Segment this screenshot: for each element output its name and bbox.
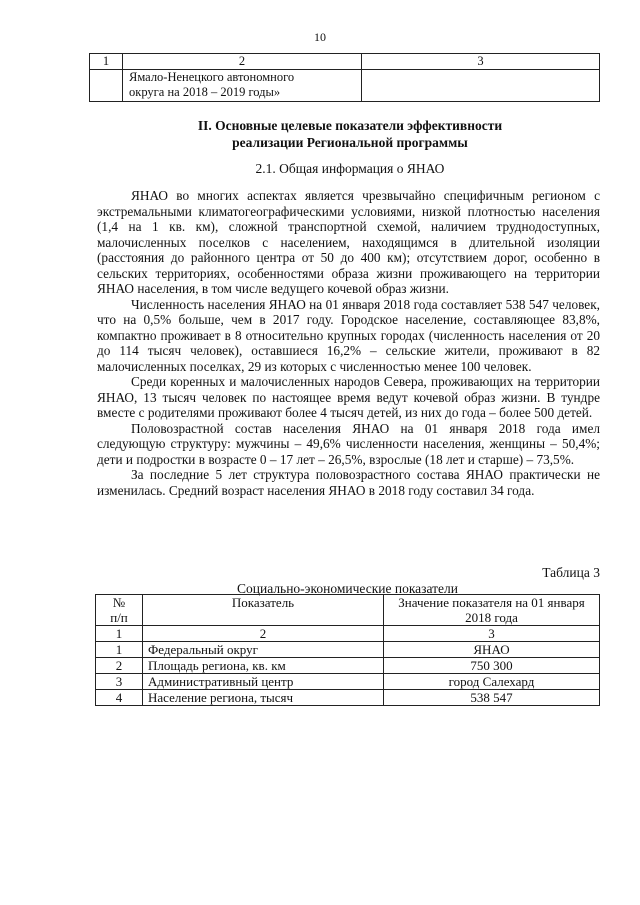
- table-caption: Таблица 3: [542, 565, 600, 580]
- table-column-number-row: [96, 626, 600, 642]
- header-num-line1: №: [112, 595, 126, 610]
- header-value-line2: 2018 года: [465, 610, 518, 625]
- row-num: 2: [96, 658, 143, 674]
- section-heading-line1: II. Основные целевые показатели эффективности: [197, 118, 503, 133]
- table-row: [96, 674, 600, 690]
- paragraph: За последние 5 лет структура половозрастного состава ЯНАО практически не изменилась. Средний возраст населения ЯНАО в 2018 году составил 34 года.: [97, 467, 600, 498]
- continuation-cell-col3: [362, 70, 600, 102]
- page-number: 10: [314, 30, 326, 44]
- header-num-line2: п/п: [110, 610, 128, 625]
- row-num: 4: [96, 690, 143, 706]
- paragraph: Численность населения ЯНАО на 01 января 2018 года составляет 538 547 человек, что на 0,5% больше, чем в 2017 году. Городское население, составляющее 83,8%, компактно проживает в 8 относительно крупных городах (численность населения от 20 до 114 тысяч человек), оставшиеся 16,2% – сельские жители, проживают в 82 малочисленных поселках, 29 из которых с численностью менее 100 человек.: [97, 296, 600, 374]
- continuation-cell-col1: [90, 70, 123, 102]
- column-number: 2: [143, 626, 384, 642]
- paragraph: Половозрастной состав населения ЯНАО на 01 января 2018 года имел следующую структуру: мужчины – 49,6% численности населения, женщины – 50,4%; дети и подростки в возрасте 0 – 17 лет – 26,5%, взрослые (18 лет и старше) – 73,5%.: [97, 420, 600, 467]
- table-row: [96, 658, 600, 674]
- continuation-header-col2: 2: [123, 54, 362, 70]
- table-header-row: [96, 595, 600, 626]
- continuation-header-col3: 3: [362, 54, 600, 70]
- table-row: [96, 690, 600, 706]
- row-value: 750 300: [384, 658, 600, 674]
- continuation-cell-line1: Ямало-Ненецкого автономного: [129, 70, 295, 84]
- continuation-cell-col2: [123, 70, 362, 102]
- table-title: Социально-экономические показатели: [237, 581, 458, 596]
- row-indicator: Федеральный округ: [143, 642, 384, 658]
- row-value: ЯНАО: [384, 642, 600, 658]
- header-value: [384, 595, 600, 626]
- header-indicator: Показатель: [143, 595, 384, 626]
- row-indicator: Административный центр: [143, 674, 384, 690]
- continuation-table-row: [90, 70, 600, 102]
- section-heading-line2: реализации Региональной программы: [232, 135, 468, 150]
- row-indicator: Население региона, тысяч: [143, 690, 384, 706]
- continuation-table: [89, 53, 600, 102]
- paragraph: ЯНАО во многих аспектах является чрезвычайно специфичным регионом с экстремальными климатогеографическими условиями, низкой плотностью населения (1,4 на 1 кв. км), сложной транспортной схемой, наличием труднодоступных, малочисленных поселков с населением, находящимся в длительной изоляции (расстояния до районного центра от 50 до 400 км); отсутствием дорог, особенно в сельских территориях, особенностями образа жизни проживающего на территории ЯНАО населения, в том числе ведущего кочевой образ жизни.: [97, 188, 600, 296]
- continuation-header-col1: 1: [90, 54, 123, 70]
- header-num: [96, 595, 143, 626]
- column-number: 3: [384, 626, 600, 642]
- paragraph: Среди коренных и малочисленных народов Севера, проживающих на территории ЯНАО, 13 тысяч человек по настоящее время ведут кочевой образ жизни. В тундре вместе с родителями проживают более 4 тысяч детей, из них до года – более 500 детей.: [97, 374, 600, 420]
- continuation-cell-line2: округа на 2018 – 2019 годы»: [129, 85, 281, 99]
- table-row: [96, 642, 600, 658]
- indicators-table: [95, 594, 600, 706]
- column-number: 1: [96, 626, 143, 642]
- row-value: город Салехард: [384, 674, 600, 690]
- row-indicator: Площадь региона, кв. км: [143, 658, 384, 674]
- row-num: 1: [96, 642, 143, 658]
- row-value: 538 547: [384, 690, 600, 706]
- continuation-table-header-row: [90, 54, 600, 70]
- header-value-line1: Значение показателя на 01 января: [398, 595, 585, 610]
- row-num: 3: [96, 674, 143, 690]
- body-text: [97, 188, 600, 498]
- section-subheading: 2.1. Общая информация о ЯНАО: [255, 161, 445, 176]
- section-heading: [100, 117, 600, 151]
